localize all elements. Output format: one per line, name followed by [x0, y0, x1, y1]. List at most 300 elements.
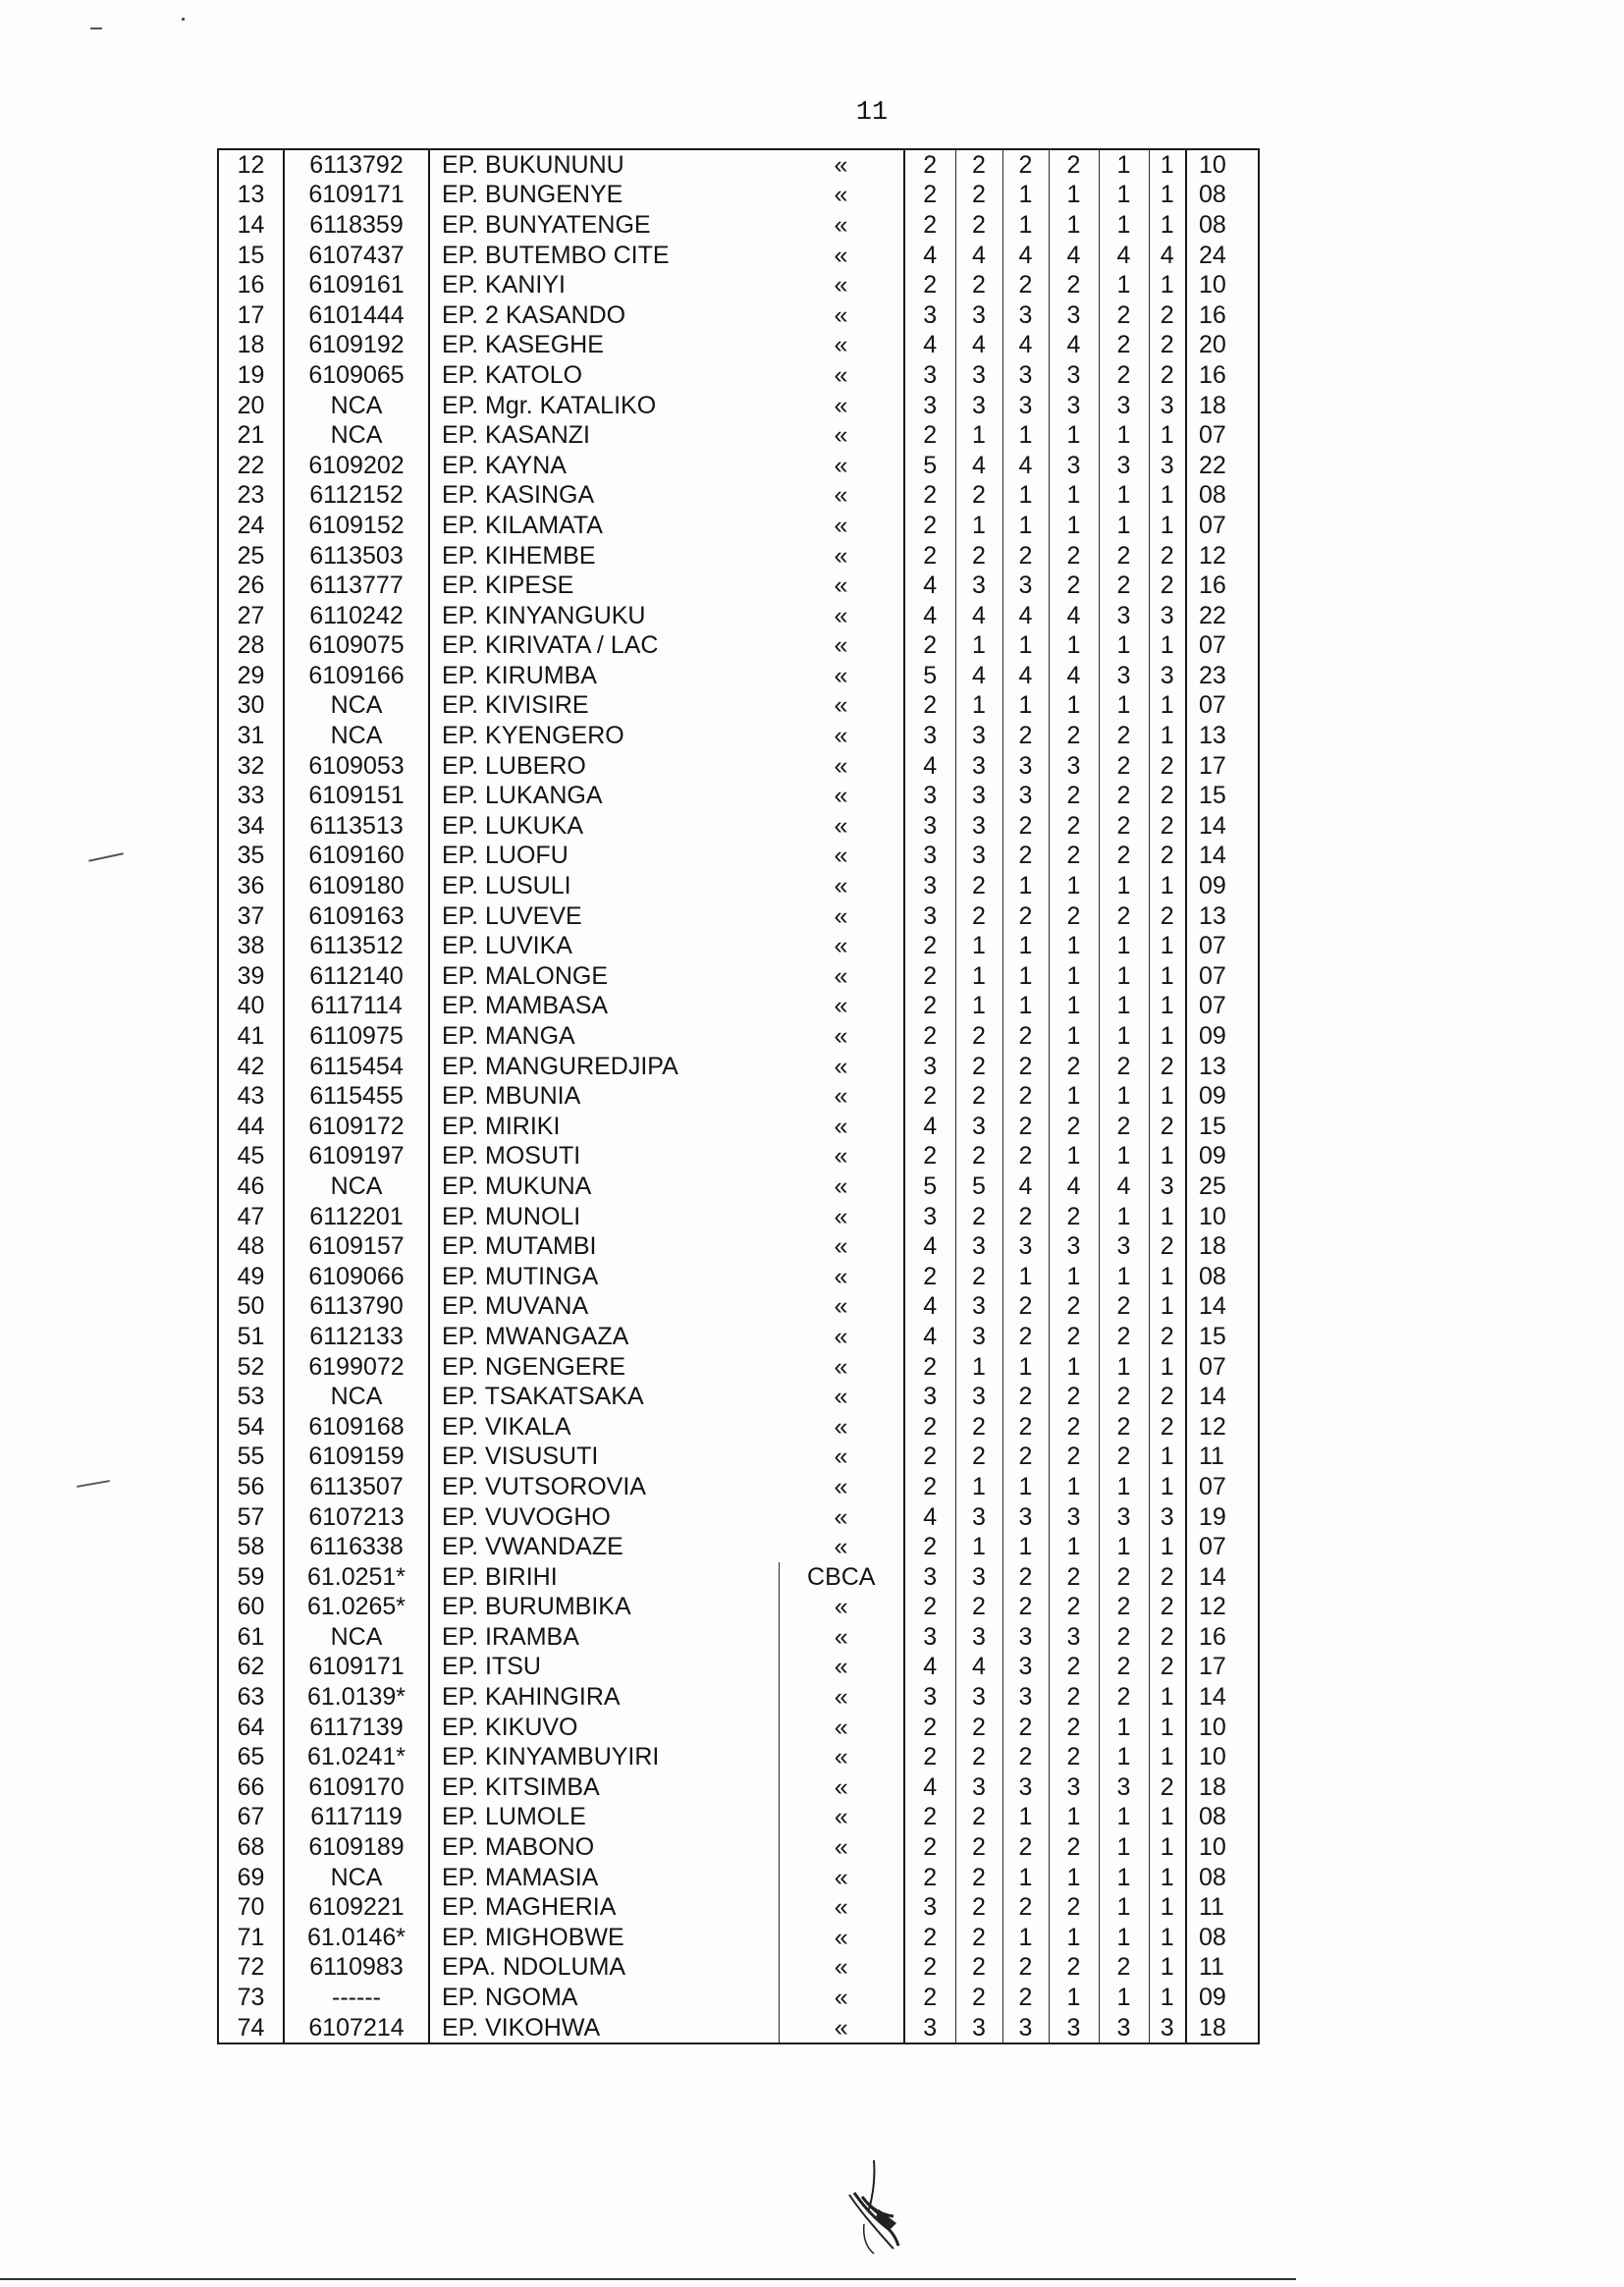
school-name-cell: EP. NGENGERE — [429, 1352, 779, 1383]
network-cell: « — [779, 1953, 904, 1984]
school-code-cell: 6109152 — [284, 511, 429, 541]
school-name-cell: EP. BIRIHI — [429, 1562, 779, 1593]
school-name-cell: EP. VISUSUTI — [429, 1443, 779, 1473]
value-1-cell: 2 — [904, 1593, 955, 1623]
value-3-cell: 1 — [1002, 992, 1049, 1022]
value-3-cell: 2 — [1002, 541, 1049, 572]
value-4-cell: 2 — [1049, 1713, 1099, 1743]
value-5-cell: 1 — [1099, 1352, 1149, 1383]
value-3-cell: 1 — [1002, 511, 1049, 541]
school-name-cell: EP. KIKUVO — [429, 1713, 779, 1743]
school-code-cell: 6112152 — [284, 481, 429, 512]
value-3-cell: 4 — [1002, 331, 1049, 361]
value-6-cell: 1 — [1149, 481, 1186, 512]
value-6-cell: 2 — [1149, 571, 1186, 601]
total-cell: 25 — [1186, 1171, 1259, 1202]
row-number-cell: 60 — [237, 1593, 265, 1621]
value-1-cell: 3 — [904, 842, 955, 872]
table-row — [218, 1713, 1259, 1743]
value-2-cell: 3 — [955, 391, 1002, 421]
table-row — [218, 751, 1259, 782]
value-3-cell: 2 — [1002, 1081, 1049, 1112]
school-code-cell: 6113507 — [284, 1472, 429, 1502]
school-code-cell: 6199072 — [284, 1352, 429, 1383]
value-1-cell: 2 — [904, 961, 955, 992]
value-2-cell: 4 — [955, 1653, 1002, 1683]
school-name-cell: EP. KIRIVATA / LAC — [429, 631, 779, 662]
value-6-cell: 1 — [1149, 992, 1186, 1022]
value-5-cell: 1 — [1099, 481, 1149, 512]
table-row — [218, 1863, 1259, 1893]
total-cell: 08 — [1186, 481, 1259, 512]
school-name-cell: EP. LUKUKA — [429, 811, 779, 842]
value-1-cell: 3 — [904, 300, 955, 331]
school-code-cell: NCA — [284, 391, 429, 421]
value-4-cell: 1 — [1049, 691, 1099, 722]
row-number-cell: 74 — [237, 2013, 265, 2042]
table-row — [218, 1171, 1259, 1202]
school-name-cell: EP. NGOMA — [429, 1983, 779, 2013]
total-cell: 09 — [1186, 1983, 1259, 2013]
value-1-cell: 2 — [904, 1262, 955, 1292]
school-code-cell: NCA — [284, 420, 429, 451]
school-code-cell: 6116338 — [284, 1532, 429, 1562]
row-number-cell: 62 — [237, 1653, 265, 1681]
value-5-cell: 2 — [1099, 811, 1149, 842]
value-2-cell: 3 — [955, 1231, 1002, 1262]
value-5-cell: 1 — [1099, 181, 1149, 211]
value-6-cell: 2 — [1149, 901, 1186, 932]
table-row — [218, 631, 1259, 662]
row-number-cell: 64 — [237, 1713, 265, 1741]
total-cell: 10 — [1186, 270, 1259, 300]
total-cell: 07 — [1186, 961, 1259, 992]
school-code-cell: 6109189 — [284, 1832, 429, 1863]
value-6-cell: 1 — [1149, 1292, 1186, 1323]
school-code-cell: 6109171 — [284, 1653, 429, 1683]
value-6-cell: 2 — [1149, 1622, 1186, 1653]
school-code-cell: 6107437 — [284, 241, 429, 271]
value-2-cell: 2 — [955, 1142, 1002, 1172]
value-1-cell: 5 — [904, 661, 955, 691]
total-cell: 07 — [1186, 420, 1259, 451]
table-row — [218, 781, 1259, 811]
value-5-cell: 3 — [1099, 601, 1149, 631]
value-1-cell: 4 — [904, 571, 955, 601]
row-number-cell: 23 — [237, 481, 265, 510]
value-3-cell: 3 — [1002, 1653, 1049, 1683]
row-number-cell: 56 — [237, 1472, 265, 1500]
value-2-cell: 4 — [955, 601, 1002, 631]
value-5-cell: 4 — [1099, 241, 1149, 271]
value-1-cell: 2 — [904, 1983, 955, 2013]
value-4-cell: 2 — [1049, 1892, 1099, 1923]
total-cell: 17 — [1186, 751, 1259, 782]
network-cell: « — [834, 1352, 848, 1381]
value-6-cell: 1 — [1149, 1142, 1186, 1172]
row-number-cell: 54 — [237, 1412, 265, 1441]
value-3-cell: 4 — [1002, 241, 1049, 271]
table-row — [218, 601, 1259, 631]
value-3-cell: 2 — [1002, 901, 1049, 932]
table-row — [218, 1231, 1259, 1262]
value-1-cell: 2 — [904, 1742, 955, 1772]
total-cell: 14 — [1186, 1562, 1259, 1593]
value-1-cell: 2 — [904, 1021, 955, 1052]
total-cell: 09 — [1186, 1081, 1259, 1112]
value-2-cell: 2 — [955, 1713, 1002, 1743]
row-number-cell: 52 — [237, 1352, 265, 1381]
network-cell: « — [779, 1923, 904, 1953]
network-cell: « — [779, 1682, 904, 1713]
value-6-cell: 3 — [1149, 451, 1186, 481]
value-4-cell: 1 — [1049, 1081, 1099, 1112]
value-6-cell: 1 — [1149, 1532, 1186, 1562]
total-cell: 15 — [1186, 1112, 1259, 1142]
table-row — [218, 1803, 1259, 1833]
table-row — [218, 842, 1259, 872]
value-4-cell: 1 — [1049, 1923, 1099, 1953]
total-cell: 08 — [1186, 181, 1259, 211]
network-cell: « — [834, 150, 848, 179]
value-1-cell: 4 — [904, 1502, 955, 1533]
school-name-cell: EP. KATOLO — [429, 360, 779, 391]
value-5-cell: 2 — [1099, 541, 1149, 572]
value-2-cell: 1 — [955, 511, 1002, 541]
value-1-cell: 2 — [904, 1081, 955, 1112]
network-cell: « — [834, 572, 848, 600]
value-2-cell: 2 — [955, 1081, 1002, 1112]
network-cell: « — [834, 811, 848, 840]
value-1-cell: 2 — [904, 1472, 955, 1502]
value-1-cell: 3 — [904, 811, 955, 842]
school-name-cell: EP. MUVANA — [429, 1292, 779, 1323]
value-4-cell: 1 — [1049, 1262, 1099, 1292]
value-3-cell: 1 — [1002, 1923, 1049, 1953]
school-code-cell: 6109066 — [284, 1262, 429, 1292]
value-1-cell: 2 — [904, 1803, 955, 1833]
school-name-cell: EP. MAMASIA — [429, 1863, 779, 1893]
school-name-cell: EP. KITSIMBA — [429, 1772, 779, 1803]
value-4-cell: 3 — [1049, 1622, 1099, 1653]
value-3-cell: 2 — [1002, 842, 1049, 872]
value-5-cell: 2 — [1099, 1292, 1149, 1323]
value-1-cell: 2 — [904, 541, 955, 572]
school-code-cell: 6109172 — [284, 1112, 429, 1142]
value-5-cell: 1 — [1099, 992, 1149, 1022]
table-row — [218, 1142, 1259, 1172]
value-6-cell: 1 — [1149, 1682, 1186, 1713]
value-2-cell: 2 — [955, 1983, 1002, 2013]
value-6-cell: 1 — [1149, 210, 1186, 241]
value-3-cell: 2 — [1002, 1593, 1049, 1623]
value-1-cell: 2 — [904, 631, 955, 662]
value-6-cell: 1 — [1149, 1742, 1186, 1772]
school-code-cell: 6109163 — [284, 901, 429, 932]
row-number-cell: 69 — [237, 1863, 265, 1891]
table-row — [218, 1443, 1259, 1473]
value-4-cell: 1 — [1049, 181, 1099, 211]
value-5-cell: 2 — [1099, 1412, 1149, 1443]
school-code-cell: 61.0251* — [284, 1562, 429, 1593]
school-code-cell: 6109171 — [284, 181, 429, 211]
value-2-cell: 5 — [955, 1171, 1002, 1202]
value-5-cell: 2 — [1099, 751, 1149, 782]
school-name-cell: EP. MBUNIA — [429, 1081, 779, 1112]
table-row — [218, 2013, 1259, 2044]
table-row — [218, 1562, 1259, 1593]
school-name-cell: EP. MAMBASA — [429, 992, 779, 1022]
total-cell: 07 — [1186, 691, 1259, 722]
value-4-cell: 1 — [1049, 961, 1099, 992]
value-6-cell: 1 — [1149, 1472, 1186, 1502]
total-cell: 10 — [1186, 1832, 1259, 1863]
value-3-cell: 1 — [1002, 1352, 1049, 1383]
value-6-cell: 1 — [1149, 1262, 1186, 1292]
value-6-cell: 3 — [1149, 391, 1186, 421]
row-number-cell: 18 — [237, 331, 265, 359]
value-2-cell: 3 — [955, 1292, 1002, 1323]
total-cell: 07 — [1186, 931, 1259, 961]
network-cell: « — [779, 1832, 904, 1863]
value-4-cell: 4 — [1049, 661, 1099, 691]
value-1-cell: 3 — [904, 1202, 955, 1232]
value-2-cell: 3 — [955, 1502, 1002, 1533]
value-5-cell: 1 — [1099, 1713, 1149, 1743]
row-number-cell: 34 — [237, 811, 265, 840]
value-1-cell: 4 — [904, 1653, 955, 1683]
value-6-cell: 1 — [1149, 1863, 1186, 1893]
network-cell: « — [834, 691, 848, 720]
value-6-cell: 1 — [1149, 181, 1186, 211]
table-row — [218, 1653, 1259, 1683]
row-number-cell: 27 — [237, 601, 265, 629]
value-3-cell: 2 — [1002, 1142, 1049, 1172]
bottom-rule — [0, 2278, 1296, 2280]
total-cell: 07 — [1186, 511, 1259, 541]
table-row — [218, 1502, 1259, 1533]
school-name-cell: EP. KINYAMBUYIRI — [429, 1742, 779, 1772]
school-code-cell: 6115454 — [284, 1052, 429, 1082]
value-3-cell: 1 — [1002, 1803, 1049, 1833]
value-3-cell: 1 — [1002, 181, 1049, 211]
table-row — [218, 149, 1259, 181]
value-5-cell: 2 — [1099, 360, 1149, 391]
value-3-cell: 4 — [1002, 1171, 1049, 1202]
network-cell: « — [834, 872, 848, 900]
school-name-cell: EP. VUTSOROVIA — [429, 1472, 779, 1502]
row-number-cell: 61 — [237, 1622, 265, 1651]
row-number-cell: 57 — [237, 1502, 265, 1531]
table-row — [218, 511, 1259, 541]
value-4-cell: 1 — [1049, 1863, 1099, 1893]
value-5-cell: 2 — [1099, 901, 1149, 932]
value-3-cell: 3 — [1002, 1772, 1049, 1803]
row-number-cell: 29 — [237, 661, 265, 689]
value-3-cell: 1 — [1002, 871, 1049, 901]
network-cell: « — [834, 1052, 848, 1080]
value-4-cell: 3 — [1049, 300, 1099, 331]
table-row — [218, 181, 1259, 211]
value-4-cell: 2 — [1049, 1202, 1099, 1232]
table-row — [218, 541, 1259, 572]
value-1-cell: 3 — [904, 901, 955, 932]
value-5-cell: 1 — [1099, 1472, 1149, 1502]
value-4-cell: 2 — [1049, 270, 1099, 300]
total-cell: 07 — [1186, 1472, 1259, 1502]
total-cell: 14 — [1186, 1382, 1259, 1412]
value-3-cell: 1 — [1002, 481, 1049, 512]
school-code-cell: 6113503 — [284, 541, 429, 572]
value-3-cell: 2 — [1002, 1832, 1049, 1863]
school-name-cell: EP. BUNYATENGE — [429, 210, 779, 241]
value-6-cell: 2 — [1149, 1412, 1186, 1443]
network-cell: « — [834, 1202, 848, 1230]
school-code-cell: 6113512 — [284, 931, 429, 961]
total-cell: 22 — [1186, 601, 1259, 631]
schools-table — [217, 148, 1260, 2044]
network-cell: « — [834, 1502, 848, 1531]
total-cell: 24 — [1186, 241, 1259, 271]
value-5-cell: 1 — [1099, 149, 1149, 181]
table-row — [218, 1382, 1259, 1412]
value-3-cell: 1 — [1002, 961, 1049, 992]
value-3-cell: 2 — [1002, 1412, 1049, 1443]
value-4-cell: 3 — [1049, 391, 1099, 421]
table-row — [218, 721, 1259, 751]
value-1-cell: 2 — [904, 1412, 955, 1443]
table-row — [218, 1081, 1259, 1112]
value-1-cell: 2 — [904, 420, 955, 451]
network-cell: « — [834, 661, 848, 689]
table-row — [218, 661, 1259, 691]
value-5-cell: 1 — [1099, 631, 1149, 662]
table-row — [218, 1593, 1259, 1623]
total-cell: 22 — [1186, 451, 1259, 481]
value-2-cell: 1 — [955, 1532, 1002, 1562]
row-number-cell: 46 — [237, 1171, 265, 1200]
value-5-cell: 3 — [1099, 451, 1149, 481]
value-4-cell: 1 — [1049, 210, 1099, 241]
value-6-cell: 1 — [1149, 871, 1186, 901]
value-4-cell: 3 — [1049, 360, 1099, 391]
school-code-cell: 6107213 — [284, 1502, 429, 1533]
row-number-cell: 33 — [237, 782, 265, 810]
value-6-cell: 2 — [1149, 1562, 1186, 1593]
network-cell: « — [834, 360, 848, 389]
value-5-cell: 3 — [1099, 1772, 1149, 1803]
value-4-cell: 2 — [1049, 811, 1099, 842]
school-code-cell: NCA — [284, 691, 429, 722]
total-cell: 19 — [1186, 1502, 1259, 1533]
value-2-cell: 4 — [955, 241, 1002, 271]
value-2-cell: 3 — [955, 1322, 1002, 1352]
value-6-cell: 1 — [1149, 1202, 1186, 1232]
value-4-cell: 3 — [1049, 451, 1099, 481]
row-number-cell: 32 — [237, 751, 265, 780]
value-2-cell: 2 — [955, 1803, 1002, 1833]
value-2-cell: 2 — [955, 1863, 1002, 1893]
table-row — [218, 992, 1259, 1022]
school-code-cell: 61.0139* — [284, 1682, 429, 1713]
table-row — [218, 1112, 1259, 1142]
total-cell: 09 — [1186, 1021, 1259, 1052]
value-6-cell: 1 — [1149, 631, 1186, 662]
value-6-cell: 1 — [1149, 1021, 1186, 1052]
value-5-cell: 1 — [1099, 691, 1149, 722]
value-6-cell: 1 — [1149, 149, 1186, 181]
school-name-cell: EP. LUVIKA — [429, 931, 779, 961]
school-code-cell: 6109202 — [284, 451, 429, 481]
row-number-cell: 36 — [237, 872, 265, 900]
row-number-cell: 20 — [237, 391, 265, 419]
table-row — [218, 391, 1259, 421]
total-cell: 10 — [1186, 1713, 1259, 1743]
value-6-cell: 2 — [1149, 1593, 1186, 1623]
value-5-cell: 1 — [1099, 1832, 1149, 1863]
school-name-cell: EP. LUMOLE — [429, 1803, 779, 1833]
network-cell: « — [779, 1713, 904, 1743]
value-4-cell: 1 — [1049, 1803, 1099, 1833]
school-code-cell: 6110242 — [284, 601, 429, 631]
value-6-cell: 1 — [1149, 1803, 1186, 1833]
value-5-cell: 1 — [1099, 1202, 1149, 1232]
value-5-cell: 2 — [1099, 1562, 1149, 1593]
network-cell: « — [834, 901, 848, 930]
school-code-cell: 6113790 — [284, 1292, 429, 1323]
value-6-cell: 2 — [1149, 1382, 1186, 1412]
row-number-cell: 39 — [237, 961, 265, 990]
value-4-cell: 2 — [1049, 1052, 1099, 1082]
value-1-cell: 3 — [904, 1052, 955, 1082]
value-5-cell: 2 — [1099, 1682, 1149, 1713]
value-6-cell: 1 — [1149, 691, 1186, 722]
network-cell: « — [834, 1322, 848, 1350]
value-6-cell: 1 — [1149, 931, 1186, 961]
value-3-cell: 1 — [1002, 1863, 1049, 1893]
school-code-cell: 6109157 — [284, 1231, 429, 1262]
value-3-cell: 2 — [1002, 1382, 1049, 1412]
value-4-cell: 1 — [1049, 931, 1099, 961]
value-6-cell: 3 — [1149, 661, 1186, 691]
value-5-cell: 1 — [1099, 1532, 1149, 1562]
network-cell: « — [834, 631, 848, 660]
table-row — [218, 481, 1259, 512]
school-name-cell: EP. VUVOGHO — [429, 1502, 779, 1533]
total-cell: 13 — [1186, 721, 1259, 751]
value-4-cell: 2 — [1049, 1653, 1099, 1683]
value-3-cell: 1 — [1002, 691, 1049, 722]
value-4-cell: 1 — [1049, 1021, 1099, 1052]
network-cell: « — [779, 1892, 904, 1923]
total-cell: 09 — [1186, 1142, 1259, 1172]
total-cell: 10 — [1186, 1202, 1259, 1232]
table-row — [218, 1052, 1259, 1082]
value-1-cell: 2 — [904, 931, 955, 961]
value-1-cell: 5 — [904, 451, 955, 481]
total-cell: 16 — [1186, 360, 1259, 391]
table-row — [218, 571, 1259, 601]
row-number-cell: 47 — [237, 1202, 265, 1230]
school-code-cell: NCA — [284, 1863, 429, 1893]
row-number-cell: 15 — [237, 241, 265, 269]
network-cell: « — [779, 1593, 904, 1623]
value-6-cell: 2 — [1149, 360, 1186, 391]
network-cell: « — [834, 541, 848, 570]
table-row — [218, 1953, 1259, 1984]
value-1-cell: 3 — [904, 781, 955, 811]
value-3-cell: 2 — [1002, 1021, 1049, 1052]
